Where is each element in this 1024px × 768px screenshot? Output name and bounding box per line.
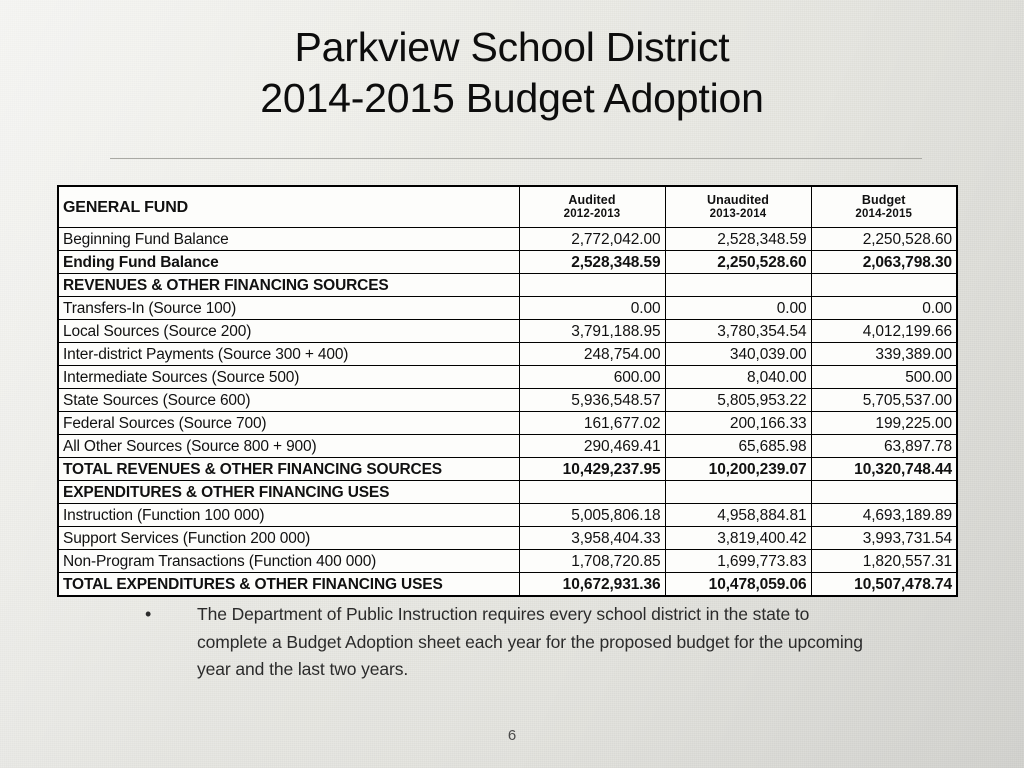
table-cell-value: 200,166.33 — [665, 412, 811, 435]
table-cell-label: Inter-district Payments (Source 300 + 400) — [58, 343, 519, 366]
table-cell-value: 10,200,239.07 — [665, 458, 811, 481]
table-cell-value: 1,699,773.83 — [665, 550, 811, 573]
table-cell-value: 248,754.00 — [519, 343, 665, 366]
table-cell-value: 5,005,806.18 — [519, 504, 665, 527]
table-cell-value: 0.00 — [811, 297, 957, 320]
table-cell-label: State Sources (Source 600) — [58, 389, 519, 412]
title-line-1: Parkview School District — [294, 24, 730, 70]
table-cell-label: Instruction (Function 100 000) — [58, 504, 519, 527]
table-cell-value — [665, 274, 811, 297]
table-cell-label: TOTAL REVENUES & OTHER FINANCING SOURCES — [58, 458, 519, 481]
table-cell-value: 5,705,537.00 — [811, 389, 957, 412]
table-row — [58, 297, 957, 320]
table-row — [58, 320, 957, 343]
table-cell-value: 339,389.00 — [811, 343, 957, 366]
table-row — [58, 366, 957, 389]
table-cell-label: Transfers-In (Source 100) — [58, 297, 519, 320]
table-row — [58, 274, 957, 297]
table-cell-value: 3,780,354.54 — [665, 320, 811, 343]
table-row — [58, 389, 957, 412]
table-cell-value — [519, 274, 665, 297]
table-cell-value: 2,250,528.60 — [665, 251, 811, 274]
table-cell-label: TOTAL EXPENDITURES & OTHER FINANCING USES — [58, 573, 519, 597]
table-cell-value: 0.00 — [519, 297, 665, 320]
table-cell-label: REVENUES & OTHER FINANCING SOURCES — [58, 274, 519, 297]
table-cell-value: 3,958,404.33 — [519, 527, 665, 550]
table-cell-value — [811, 274, 957, 297]
table-row — [58, 481, 957, 504]
table-cell-value: 10,429,237.95 — [519, 458, 665, 481]
table-cell-value: 1,708,720.85 — [519, 550, 665, 573]
table-cell-value: 2,772,042.00 — [519, 228, 665, 251]
table-row — [58, 343, 957, 366]
column-header-budget — [811, 186, 957, 228]
table-cell-label: Support Services (Function 200 000) — [58, 527, 519, 550]
table-row — [58, 412, 957, 435]
table-cell-value: 290,469.41 — [519, 435, 665, 458]
table-cell-value: 2,528,348.59 — [519, 251, 665, 274]
table-cell-value: 5,936,548.57 — [519, 389, 665, 412]
table-cell-value: 199,225.00 — [811, 412, 957, 435]
column-header-audited-line2: 2012-2013 — [563, 208, 621, 220]
table-head — [58, 186, 957, 228]
table-cell-value: 8,040.00 — [665, 366, 811, 389]
table-cell-value: 600.00 — [519, 366, 665, 389]
table-cell-label: Non-Program Transactions (Function 400 000) — [58, 550, 519, 573]
table-cell-value: 2,250,528.60 — [811, 228, 957, 251]
table-row — [58, 550, 957, 573]
table-cell-value: 4,958,884.81 — [665, 504, 811, 527]
column-header-audited-line1: Audited — [568, 193, 616, 207]
table-cell-value: 2,528,348.59 — [665, 228, 811, 251]
table-body — [58, 228, 957, 597]
table-cell-value — [665, 481, 811, 504]
column-header-unaudited — [665, 186, 811, 228]
table-cell-value: 3,993,731.54 — [811, 527, 957, 550]
column-header-budget-line2: 2014-2015 — [855, 208, 913, 220]
table-cell-value: 161,677.02 — [519, 412, 665, 435]
table-row-label-header: GENERAL FUND — [58, 186, 519, 228]
table-row — [58, 573, 957, 597]
table-cell-value: 10,507,478.74 — [811, 573, 957, 597]
bullet-marker-icon: • — [145, 604, 152, 624]
table-cell-label: Intermediate Sources (Source 500) — [58, 366, 519, 389]
table-cell-value: 1,820,557.31 — [811, 550, 957, 573]
table-cell-value: 10,478,059.06 — [665, 573, 811, 597]
budget-table-container — [57, 185, 958, 597]
table-cell-value: 340,039.00 — [665, 343, 811, 366]
table-cell-value: 4,693,189.89 — [811, 504, 957, 527]
bullet-text: The Department of Public Instruction requires every school district in the state to complete a Budget Adoption sheet each year for the proposed budget for the upcoming year and the last two years. — [197, 604, 863, 679]
table-cell-value: 63,897.78 — [811, 435, 957, 458]
table-row — [58, 458, 957, 481]
table-row — [58, 504, 957, 527]
table-cell-value: 2,063,798.30 — [811, 251, 957, 274]
page-title — [0, 22, 1024, 124]
table-row — [58, 228, 957, 251]
table-row — [58, 251, 957, 274]
title-line-2: 2014-2015 Budget Adoption — [260, 75, 764, 121]
column-header-budget-line1: Budget — [861, 193, 906, 207]
table-cell-value: 3,819,400.42 — [665, 527, 811, 550]
table-cell-value: 10,672,931.36 — [519, 573, 665, 597]
table-cell-value: 3,791,188.95 — [519, 320, 665, 343]
title-divider — [110, 158, 922, 159]
table-cell-value: 5,805,953.22 — [665, 389, 811, 412]
table-cell-label: Local Sources (Source 200) — [58, 320, 519, 343]
table-cell-value: 10,320,748.44 — [811, 458, 957, 481]
column-header-audited — [519, 186, 665, 228]
table-cell-label: Beginning Fund Balance — [58, 228, 519, 251]
table-cell-label: Federal Sources (Source 700) — [58, 412, 519, 435]
budget-table — [57, 185, 958, 597]
table-cell-value: 65,685.98 — [665, 435, 811, 458]
table-cell-value: 0.00 — [665, 297, 811, 320]
table-cell-value — [519, 481, 665, 504]
table-header-row — [58, 186, 957, 228]
column-header-unaudited-line1: Unaudited — [706, 193, 769, 207]
table-cell-label: EXPENDITURES & OTHER FINANCING USES — [58, 481, 519, 504]
page-number: 6 — [507, 727, 517, 744]
table-cell-value — [811, 481, 957, 504]
table-cell-value: 4,012,199.66 — [811, 320, 957, 343]
table-row — [58, 527, 957, 550]
table-row — [58, 435, 957, 458]
table-cell-value: 500.00 — [811, 366, 957, 389]
table-cell-label: All Other Sources (Source 800 + 900) — [58, 435, 519, 458]
table-cell-label: Ending Fund Balance — [58, 251, 519, 274]
bullet-list — [143, 601, 903, 684]
column-header-unaudited-line2: 2013-2014 — [709, 208, 767, 220]
